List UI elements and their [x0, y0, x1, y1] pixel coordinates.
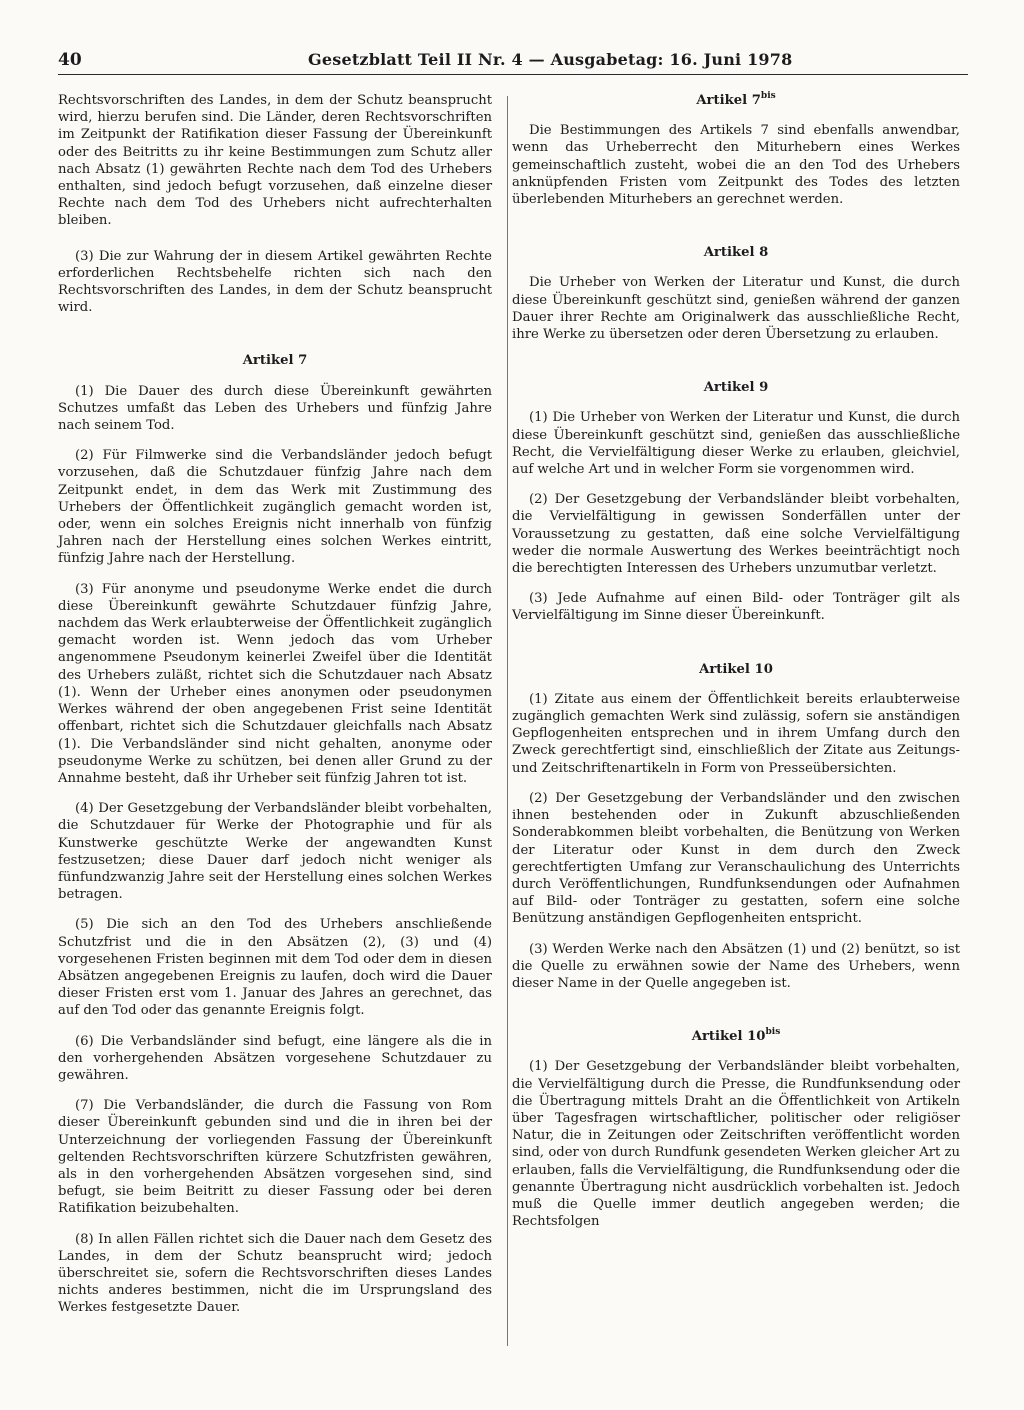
left-column [58, 92, 492, 1330]
page-header [58, 48, 968, 75]
article-7-heading: Artikel 7 [242, 353, 308, 369]
paragraph: (1) Der Gesetzgebung der Verbandsländer bleibt vorbehalten, die Vervielfältigung durch die Presse, die Rundfunksendung oder die Übertragung mittels Draht an die Öffentlichkeit von Artikeln über Tagesfragen wirtschaftlicher, politischer oder religiöser Natur, die in Zeitungen oder Zeitschriften veröffentlicht worden sind, oder von durch Rundfunk gesendeten Werken gleicher Art zu erlauben, falls die Vervielfältigung, die Rundfunksendung oder die genannte Übertragung nicht ausdrücklich vorbehalten ist. Jedoch muß die Quelle immer deutlich angegeben werden; die Rechtsfolgen [512, 1059, 960, 1230]
heading-text: Artikel 10 [691, 1029, 766, 1045]
paragraph: (3) Die zur Wahrung der in diesem Artikel gewährten Rechte erforderlichen Rechtsbehelfe richten sich nach den Rechtsvorschriften des Landes, in dem der Schutz beansprucht wird. [58, 248, 492, 316]
article-7bis-heading [512, 92, 960, 109]
paragraph: Rechtsvorschriften des Landes, in dem der Schutz beansprucht wird, hierzu berufen sind. Die Länder, deren Rechtsvorschriften im Zeitpunkt der Ratifikation dieser Fassung der Übereinkunft oder des Beitritts zu ihr keine Bestimmungen zum Schutz aller nach Absatz (1) gewährten Rechte nach dem Tod des Urhebers enthalten, sind jedoch befugt vorzusehen, daß einzelne dieser Rechte nach dem Tod des Urhebers nicht aufrechterhalten bleiben. [58, 93, 492, 229]
paragraph: (6) Die Verbandsländer sind befugt, eine längere als die in den vorhergehenden Absätzen vorgesehene Schutzdauer zu gewähren. [58, 1033, 492, 1083]
paragraph: (5) Die sich an den Tod des Urhebers anschließende Schutzfrist und die in den Absätzen (2), (3) und (4) vorgesehenen Fristen beginnen mit dem Tod oder dem in diesen Absätzen angegebenen Ereignis zu laufen, doch wird die Dauer dieser Fristen erst vom 1. Januar des Jahres an gerechnet, das auf den Tod oder das genannte Ereignis folgt. [58, 917, 492, 1019]
paragraph: (4) Der Gesetzgebung der Verbandsländer bleibt vorbehalten, die Schutzdauer für Werke der Photographie und für als Kunstwerke geschützte Werke der angewandten Kunst festzusetzen; diese Dauer darf jedoch nicht weniger als fünfundzwanzig Jahre seit der Herstellung eines solchen Werkes betragen. [58, 801, 492, 903]
paragraph: (1) Die Urheber von Werken der Literatur und Kunst, die durch diese Übereinkunft geschützt sind, genießen das ausschließliche Recht, die Vervielfältigung dieser Werke zu erlauben, gleichviel, auf welche Art und in welcher Form sie vorgenommen wird. [512, 410, 960, 478]
right-column [512, 92, 960, 1243]
paragraph: (2) Für Filmwerke sind die Verbandsländer jedoch befugt vorzusehen, daß die Schutzdauer fünfzig Jahre nach dem Zeitpunkt endet, in dem das Werk mit Zustimmung des Urhebers der Öffentlichkeit zugänglich gemacht worden ist, oder, wenn ein solches Ereignis nicht innerhalb von fünfzig Jahren nach der Herstellung eines solchen Werkes eintritt, fünfzig Jahre nach der Herstellung. [58, 448, 492, 567]
paragraph: (2) Der Gesetzgebung der Verbandsländer bleibt vorbehalten, die Vervielfältigung in gewissen Sonderfällen unter der Voraussetzung zu gestatten, daß eine solche Vervielfältigung weder die normale Auswertung des Werkes beeinträchtigt noch die berechtigten Interessen des Urhebers unzumutbar verletzt. [512, 492, 960, 577]
paragraph: (3) Jede Aufnahme auf einen Bild- oder Tonträger gilt als Vervielfältigung im Sinne dieser Übereinkunft. [512, 591, 960, 624]
heading-suffix: bis [760, 91, 776, 101]
running-head: Gesetzblatt Teil II Nr. 4 — Ausgabetag: 16. Juni 1978 [308, 50, 793, 69]
paragraph: (1) Die Dauer des durch diese Übereinkunft gewährten Schutzes umfaßt das Leben des Urhebers und fünfzig Jahre nach seinem Tod. [58, 383, 492, 434]
article-10-heading: Artikel 10 [699, 661, 773, 677]
paragraph: (3) Für anonyme und pseudonyme Werke endet die durch diese Übereinkunft gewährte Schutzdauer fünfzig Jahre, nachdem das Werk erlaubterweise der Öffentlichkeit zugänglich gemacht worden ist. Wenn jedoch das vom Urheber angenommene Pseudonym keinerlei Zweifel über die Identität des Urhebers zuläßt, richtet sich die Schutzdauer nach Absatz (1). Wenn der Urheber eines anonymen oder pseudonymen Werkes während der oben angegebenen Frist seine Identität offenbart, richtet sich die Schutzdauer gleichfalls nach Absatz (1). Die Verbandsländer sind nicht gehalten, anonyme oder pseudonyme Werke zu schützen, bei denen aller Grund zu der Annahme besteht, daß ihr Urheber seit fünfzig Jahren tot ist. [58, 581, 492, 786]
heading-text: Artikel 7 [696, 93, 761, 108]
paragraph: (1) Zitate aus einem der Öffentlichkeit bereits erlaubterweise zugänglich gemachten Werk sind zulässig, sofern sie anständigen Gepflogenheiten entsprechen und in ihrem Umfang durch den Zweck gerechtfertigt sind, einschließlich der Zitate aus Zeitungs- und Zeitschriftenartikeln in Form von Presseübersichten. [512, 691, 960, 776]
paragraph: (8) In allen Fällen richtet sich die Dauer nach dem Gesetz des Landes, in dem der Schutz beansprucht wird; jedoch überschreitet sie, sofern die Rechtsvorschriften dieses Landes nichts anderes bestimmen, nicht die im Ursprungsland des Werkes festgesetzte Dauer. [58, 1231, 492, 1316]
article-10bis-heading [512, 1028, 960, 1045]
paragraph: Die Bestimmungen des Artikels 7 sind ebenfalls anwendbar, wenn das Urheberrecht den Miturhebern eines Werkes gemeinschaftlich zusteht, wobei die an den Tod des Urhebers anknüpfenden Fristen vom Zeitpunkt des Todes des letzten überlebenden Miturhebers an gerechnet werden. [512, 123, 960, 208]
paragraph: (3) Werden Werke nach den Absätzen (1) und (2) benützt, so ist die Quelle zu erwähnen sowie der Name des Urhebers, wenn dieser Name in der Quelle angegeben ist. [512, 941, 960, 991]
column-divider [507, 96, 508, 1346]
article-8-heading: Artikel 8 [703, 245, 769, 261]
page-number: 40 [58, 50, 82, 70]
paragraph: (2) Der Gesetzgebung der Verbandsländer und den zwischen ihnen bestehenden oder in Zukunft abzuschließenden Sonderabkommen bleibt vorbehalten, die Benützung von Werken der Literatur oder Kunst in dem durch den Zweck gerechtfertigten Umfang zur Veranschaulichung des Unterrichts durch Veröffentlichungen, Rundfunksendungen oder Aufnahmen auf Bild- oder Tonträger zu gestatten, sofern eine solche Benützung anständigen Gepflogenheiten entspricht. [512, 790, 960, 927]
article-9-heading: Artikel 9 [703, 380, 769, 396]
paragraph: Die Urheber von Werken der Literatur und Kunst, die durch diese Übereinkunft geschützt sind, genießen während der ganzen Dauer ihrer Rechte am Originalwerk das ausschließliche Recht, ihre Werke zu übersetzen oder deren Übersetzung zu erlauben. [512, 275, 960, 343]
paragraph: (7) Die Verbandsländer, die durch die Fassung von Rom dieser Übereinkunft gebunden sind und die in ihren bei der Unterzeichnung der vorliegenden Fassung der Übereinkunft geltenden Rechtsvorschriften kürzere Schutzfristen gewähren, als in den vorhergehenden Absätzen vorgesehen sind, sind befugt, sie beim Beitritt zu dieser Fassung oder bei deren Ratifikation beizubehalten. [58, 1098, 492, 1217]
heading-suffix: bis [765, 1027, 781, 1038]
